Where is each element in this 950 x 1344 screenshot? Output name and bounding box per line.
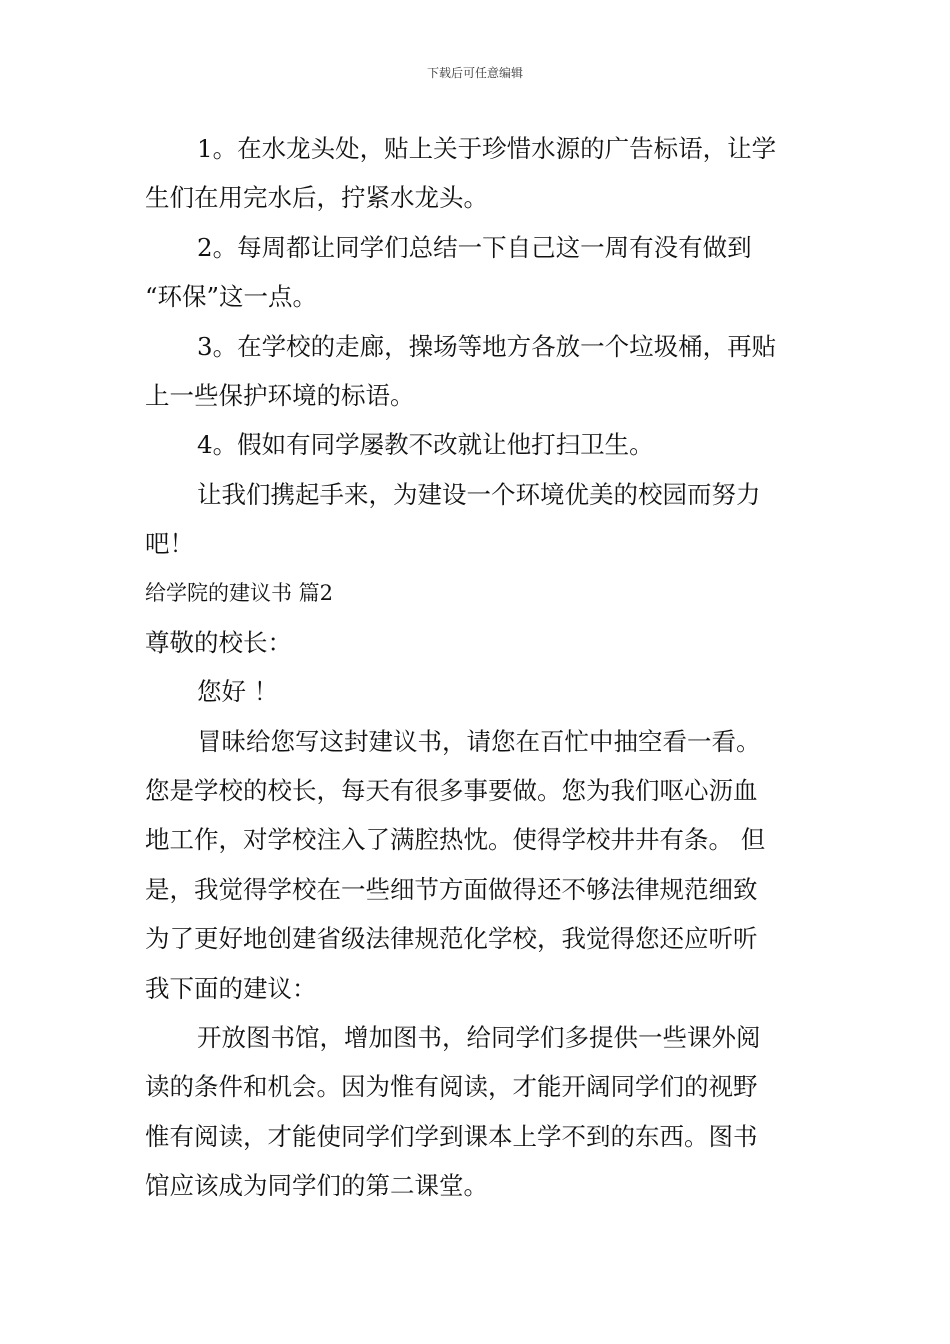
paragraph-line: 我下面的建议：: [145, 973, 317, 1003]
paragraph-line: 馆应该成为同学们的第二课堂。: [145, 1171, 488, 1201]
greeting: 您好 ！: [197, 677, 279, 707]
paragraph-line: 是，我觉得学校在一些细节方面做得还不够法律规范细致: [145, 874, 758, 904]
paragraph-line: 2。每周都让同学们总结一下自己这一周有没有做到: [197, 232, 752, 262]
section-title: 给学院的建议书 篇2: [145, 580, 334, 605]
paragraph-line: 吧！: [145, 529, 194, 559]
paragraph-line: 3。在学校的走廊，操场等地方各放一个垃圾桶，再贴: [197, 331, 777, 361]
paragraph-line: 读的条件和机会。因为惟有阅读，才能开阔同学们的视野: [145, 1072, 758, 1102]
paragraph-line: 让我们携起手来，为建设一个环境优美的校园而努力: [197, 479, 761, 509]
paragraph-line: 生们在用完水后，拧紧水龙头。: [145, 183, 488, 213]
page-header: 下载后可任意编辑: [426, 66, 523, 80]
paragraph-line: “环保”这一点。: [145, 282, 318, 312]
paragraph-line: 上一些保护环境的标语。: [145, 380, 415, 410]
paragraph-line: 地工作，对学校注入了满腔热忱。使得学校井井有条。 但: [145, 825, 766, 855]
paragraph-line: 开放图书馆，增加图书，给同学们多提供一些课外阅: [197, 1023, 761, 1053]
paragraph-line: 冒昧给您写这封建议书，请您在百忙中抽空看一看。: [197, 726, 761, 756]
paragraph-line: 1。在水龙头处，贴上关于珍惜水源的广告标语，让学: [197, 134, 777, 163]
paragraph-line: 惟有阅读，才能使同学们学到课本上学不到的东西。图书: [145, 1121, 758, 1151]
document-body: [145, 124, 810, 1211]
paragraph-line: 4。假如有同学屡教不改就让他打扫卫生。: [197, 430, 654, 460]
paragraph-line: 为了更好地创建省级法律规范化学校，我觉得您还应听听: [145, 924, 758, 954]
paragraph-line: 您是学校的校长，每天有很多事要做。您为我们呕心沥血: [145, 776, 758, 806]
salutation: 尊敬的校长：: [145, 627, 292, 657]
